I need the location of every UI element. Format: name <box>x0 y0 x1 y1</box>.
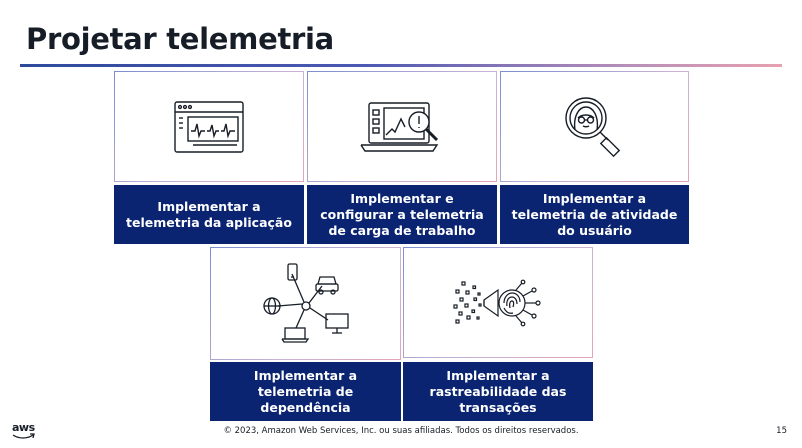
card-label: Implementar a rastreabilidade das transações <box>403 362 593 421</box>
card-image-frame <box>114 71 304 182</box>
card-image-frame <box>403 247 593 358</box>
card-application-telemetry <box>114 71 304 244</box>
card-label: Implementar a telemetria de atividade do usuário <box>500 185 689 244</box>
copyright-footer: © 2023, Amazon Web Services, Inc. ou suas afiliadas. Todos os direitos reservados. <box>223 426 579 436</box>
card-label: Implementar a telemetria da aplicação <box>114 185 304 244</box>
card-label: Implementar e configurar a telemetria de carga de trabalho <box>307 185 497 244</box>
aws-logo-text: aws <box>12 421 35 434</box>
workload-laptop-alert-icon <box>359 99 445 155</box>
card-label: Implementar a telemetria de dependência <box>210 362 401 421</box>
title-divider <box>20 64 782 67</box>
card-transaction-traceability <box>403 247 593 421</box>
page-number: 15 <box>776 426 787 436</box>
slide-title: Projetar telemetria <box>26 22 334 56</box>
dependency-network-icon <box>260 262 352 346</box>
card-image-frame <box>210 247 401 360</box>
user-magnifier-icon <box>560 94 630 160</box>
card-image-frame <box>307 71 497 182</box>
card-dependency-telemetry <box>210 247 401 421</box>
fingerprint-trace-icon <box>452 278 544 328</box>
application-monitor-icon <box>173 100 245 154</box>
card-image-frame <box>500 71 689 182</box>
card-user-activity-telemetry <box>500 71 689 244</box>
card-workload-telemetry <box>307 71 497 244</box>
